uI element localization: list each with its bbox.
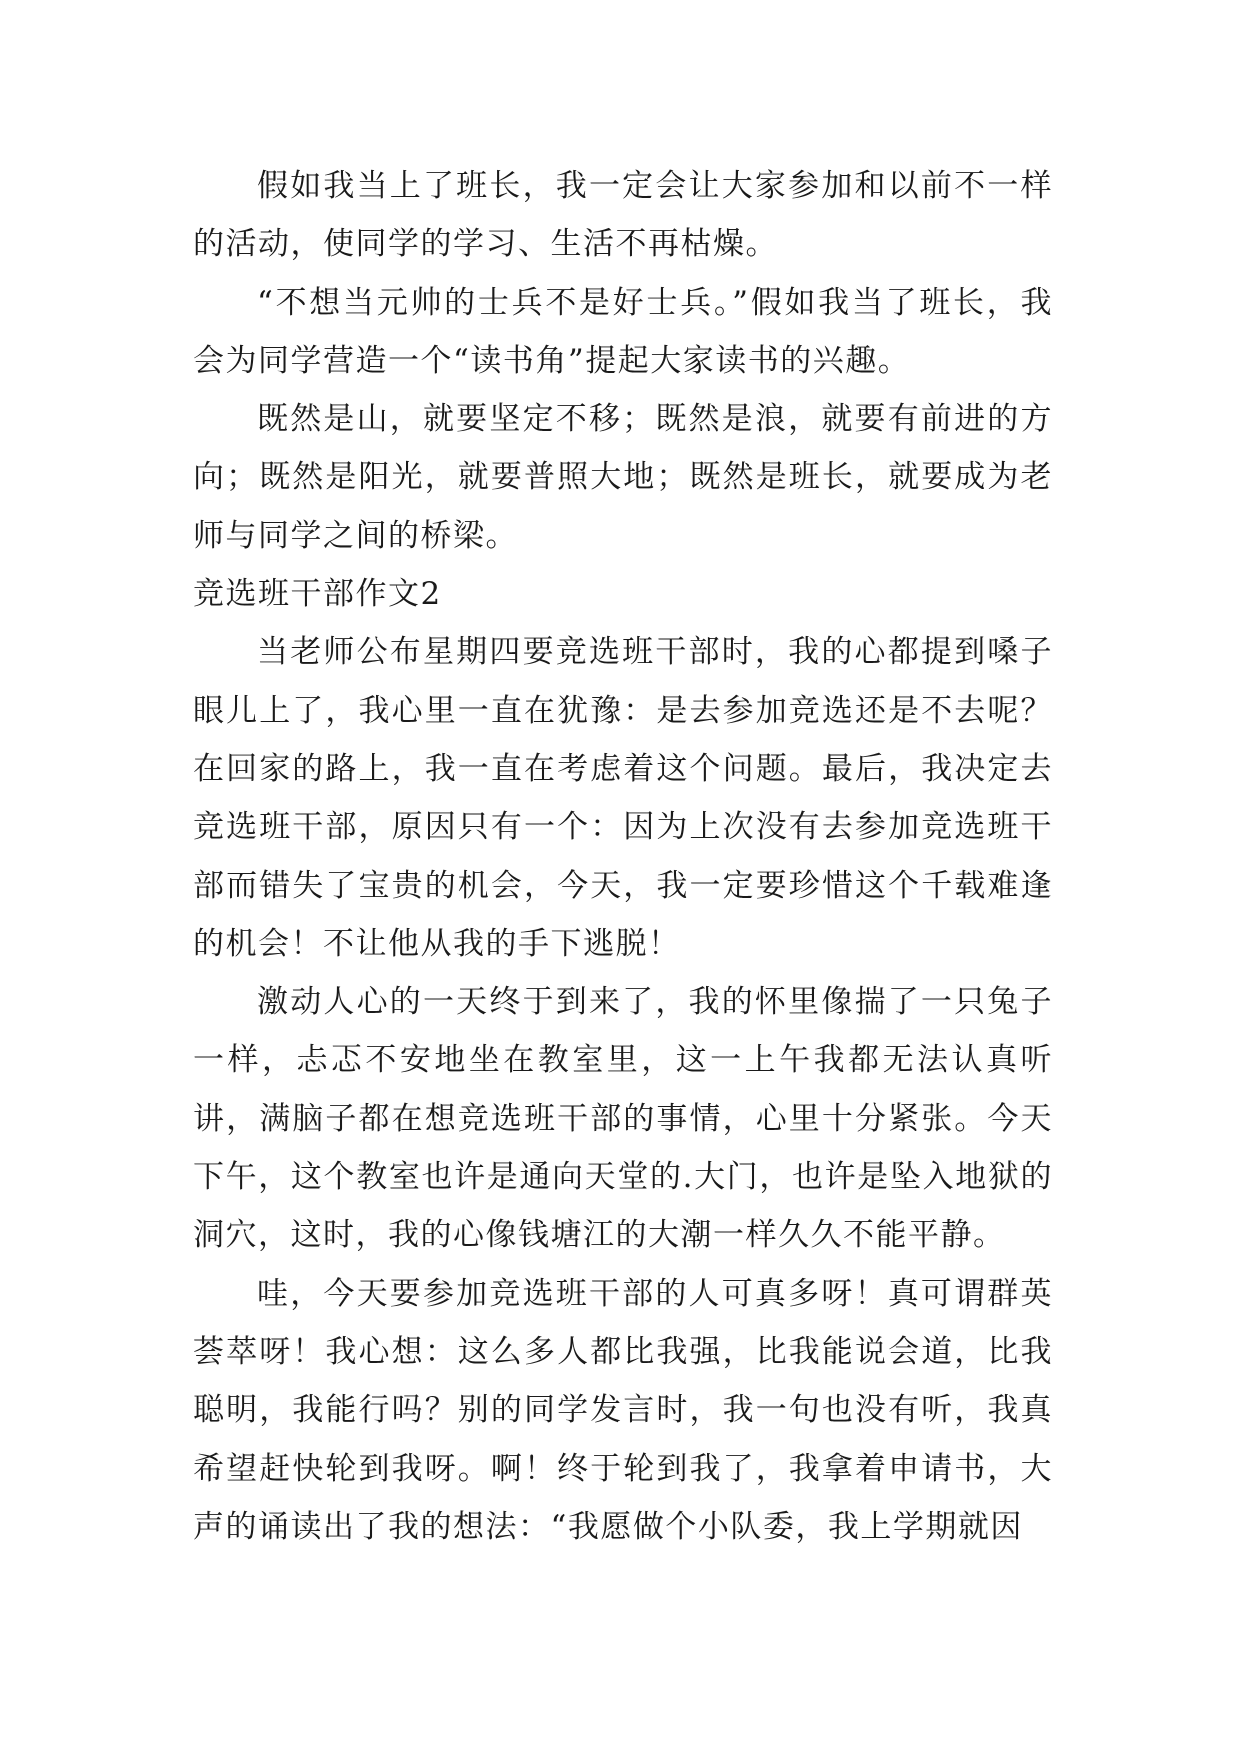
section-heading: 竞选班干部作文2 bbox=[193, 576, 442, 613]
paragraph: 当老师公布星期四要竞选班干部时，我的心都提到嗓子眼儿上了，我心里一直在犹豫：是去参加竞选还是不去呢？在回家的路上，我一直在考虑着这个问题。最后，我决定去竞选班干部，原因只有一个：因为上次没有去参加竞选班干部而错失了宝贵的机会，今天，我一定要珍惜这个千载难逢的机会！不让他从我的手下逃脱！ bbox=[193, 634, 1053, 962]
paragraph: 既然是山，就要坚定不移；既然是浪，就要有前进的方向；既然是阳光，就要普照大地；既然是班长，就要成为老师与同学之间的桥梁。 bbox=[193, 401, 1053, 554]
paragraph: 哇，今天要参加竞选班干部的人可真多呀！真可谓群英荟萃呀！我心想：这么多人都比我强，比我能说会道，比我聪明，我能行吗？别的同学发言时，我一句也没有听，我真希望赶快轮到我呀。啊！终于轮到我了，我拿着申请书，大声的诵读出了我的想法：“我愿做个小队委，我上学期就因 bbox=[193, 1275, 1053, 1545]
paragraph: 假如我当上了班长，我一定会让大家参加和以前不一样的活动，使同学的学习、生活不再枯燥。 bbox=[193, 168, 1053, 263]
paragraph: “不想当元帅的士兵不是好士兵。”假如我当了班长，我会为同学营造一个“读书角”提起大家读书的兴趣。 bbox=[193, 284, 1053, 379]
document-body bbox=[193, 157, 1053, 1556]
paragraph: 激动人心的一天终于到来了，我的怀里像揣了一只兔子一样，忐忑不安地坐在教室里，这一上午我都无法认真听讲，满脑子都在想竞选班干部的事情，心里十分紧张。今天下午，这个教室也许是通向天堂的.大门，也许是坠入地狱的洞穴，这时，我的心像钱塘江的大潮一样久久不能平静。 bbox=[193, 984, 1053, 1254]
